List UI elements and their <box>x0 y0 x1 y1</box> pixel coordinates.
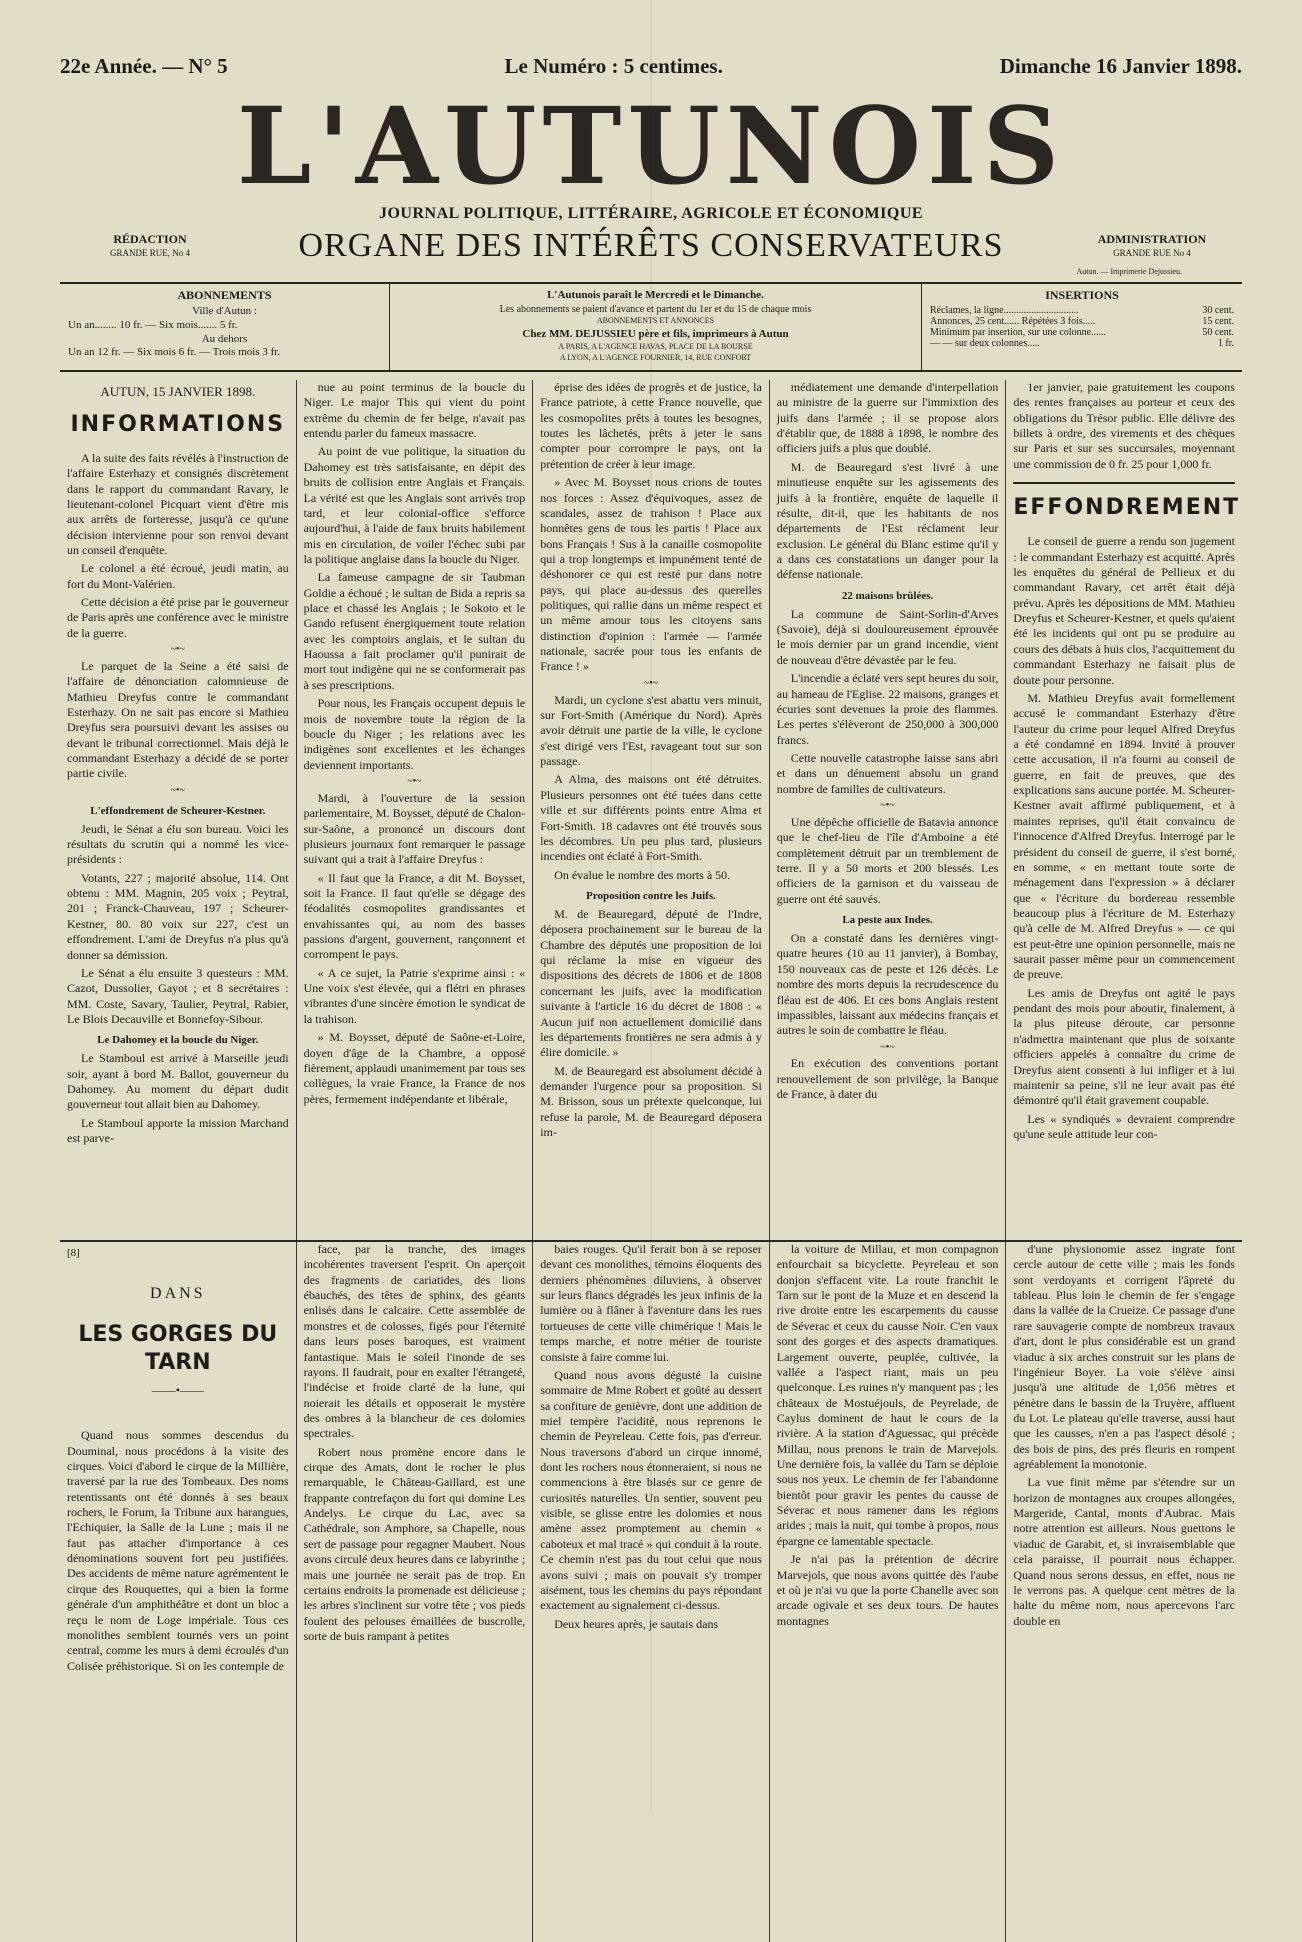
paragraph: médiatement une demande d'interpellation au ministre de la guerre sur l'immixtion des juifs dans l'armée ; il se propose alors d'établir que, de 1888 à 1898, le nombre des officiers juifs a plus que doublé. <box>776 380 999 456</box>
paragraph: Les amis de Dreyfus ont agité le pays pendant des mois pour aboutir, finalement, à la plus piteuse déroute, car personne n'admettra maintenant que plus de soixante officiers appelés à connaître du crime de Dreyfus aient consenti à lui infliger et à lui maintenir sa peine, s'il ne leur avait pas été démontré qu'il était gravement coupable. <box>1013 985 1235 1108</box>
page-mark: [8] <box>67 1247 80 1259</box>
insertion-price: 15 cent. <box>1202 316 1234 327</box>
paragraph: nue au point terminus de la boucle du Niger. Le major This qui vient du point extrême du chemin de fer belge, n'avait pas entendu parler du fameux massacre. <box>303 380 526 441</box>
paragraph: En exécution des conventions portant renouvellement de son privilège, la Banque de France, à dater du <box>776 1056 999 1102</box>
column-1 <box>60 380 297 1240</box>
subheading: La peste aux Indes. <box>842 914 933 927</box>
informations-heading: INFORMATIONS <box>70 411 286 437</box>
paragraph: La commune de Saint-Sorlin-d'Arves (Savoie), déjà si douloureusement éprouvée le mois dernier par un grand incendie, vient de nouveau d'être dévastée par le feu. <box>776 606 999 667</box>
paragraph: Mardi, à l'ouverture de la session parlementaire, M. Boysset, député de Chalon-sur-Saône, a prononcé un discours dont plusieurs journaux font remarquer le passage suivant qui a trait à l'affaire Dreyfus : <box>303 790 526 867</box>
paragraph: Le colonel a été écroué, jeudi matin, au fort du Mont-Valérien. <box>67 561 289 591</box>
paragraph: M. Mathieu Dreyfus avait formellement accusé le commandant Esterhazy d'être l'auteur du crime pour lequel Alfred Dreyfus a été condamné en 1894. Invité à prouver cette accusation, il n'a fourni au conseil de guerre, en fait de preuves, que des explications sans aucune portée. M. Scheurer-Kestner avait affirmé publiquement, et à maintes reprises, qu'il était convaincu de l'innocence d'Alfred Dreyfus. Interrogé par le président du conseil de guerre, il s'est borné, en somme, « en mettant toute sorte de ménagement dans l'expression » à déclarer que « l'écriture du bordereau ressemble beaucoup plus à l'écriture de M. Esterhazy qu'à celle de M. Alfred Dreyfus » — ce qui est peut-être une opinion personnelle, mais ne saurait passer même pour un commencement de preuve. <box>1013 690 1235 982</box>
price: Le Numéro : 5 centimes. <box>504 54 723 78</box>
paragraph: L'incendie a éclaté vers sept heures du soir, au hameau de l'Eglise. 22 maisons, granges et écuries sont devenues la proie des flammes. Les pertes s'élèveront de 250,000 à 300,000 francs. <box>776 671 999 747</box>
paragraph: Le conseil de guerre a rendu son jugement : le commandant Esterhazy est acquitté. Après les enquêtes du général de Pellieux et du commandant Ravary, cet arrêt était déjà prévu. Après les dépositions de MM. Mathieu Dreyfus et Scheurer-Kestner, et quels qu'aient été les incidents qui ont pu se produire au cours des débats à huis clos, l'acquittement du commandant Esterhazy ne faisait plus de doute pour personne. <box>1013 534 1235 687</box>
insertion-price: 1 fr. <box>1217 338 1234 349</box>
paragraph: Une dépêche officielle de Batavia annonce que le chef-lieu de l'île d'Amboine a été complètement détruit par un tremblement de terre. Il y a 50 morts et 200 blessés. Les officiers de la garnison et du vaisseau de guerre ont été sauvés. <box>776 814 999 906</box>
paragraph: M. de Beauregard s'est livré à une minutieuse enquête sur les agissements des juifs à la frontière, enquête de laquelle il résulte, dit-il, que les habitants de nos départements de l'Est réclament leur exclusion. Le général du Blanc estime qu'il y a dans ces constatations un danger pour la défense nationale. <box>776 459 999 582</box>
abonn-line: Ville d'Autun : <box>192 305 257 317</box>
paragraph: Mardi, un cyclone s'est abattu vers minuit, sur Fort-Smith (Amérique du Nord). Après avoir détruit une partie de la ville, le cyclone s'est dirigé vers l'Est, ravageant tout sur son passage. <box>540 692 762 769</box>
subheading: 22 maisons brûlées. <box>841 589 934 602</box>
insertion-label: Annonces, 25 cent...... Répétées 3 fois..... <box>930 316 1096 327</box>
column-5 <box>1006 380 1242 1240</box>
dateline: AUTUN, 15 JANVIER 1898. <box>100 384 256 399</box>
title-ornament: ——•—— <box>151 1382 204 1397</box>
center-info-line: Chez MM. DEJUSSIEU père et fils, imprimeurs à Autun <box>522 328 789 341</box>
divider <box>1013 482 1235 484</box>
paragraph: A Alma, des maisons ont été détruites. Plusieurs personnes ont été tuées dans cette ville et sur différents points entre Alma et Fort-Smith. 18 cadavres ont été trouvés sous les décombres. Un peu plus tard, plusieurs incendies ont éclaté à Fort-Smith. <box>540 772 762 864</box>
insertion-row <box>930 316 1234 327</box>
insertion-row <box>930 327 1234 338</box>
page-fold <box>650 0 652 1812</box>
masthead-subtitle: JOURNAL POLITIQUE, LITTÉRAIRE, AGRICOLE ET ÉCONOMIQUE <box>378 205 924 222</box>
lower-column-4 <box>770 1242 1007 1942</box>
separator-ornament: ~•~ <box>880 800 895 812</box>
abonn-line: Au dehors <box>201 332 248 345</box>
insertion-price: 50 cent. <box>1202 327 1234 338</box>
paragraph: Le Stamboul est arrivé à Marseille jeudi soir, ayant à bord M. Ballot, gouverneur du Dahomey. Au moment du départ dudit gouverneur tout allait bien au Dahomey. <box>67 1051 289 1112</box>
administration-box <box>1062 232 1242 259</box>
center-info-line: ABONNEMENTS ET ANNONCES <box>596 316 715 326</box>
paragraph: Pour nous, les Français occupent depuis le mois de novembre toute la région de la boucle du Niger ; les relations avec les indigènes sont excellentes et les échanges deviennent importants. <box>303 696 526 772</box>
insertion-price: 30 cent. <box>1202 305 1234 316</box>
column-4 <box>770 380 1007 1240</box>
paragraph: La vue finit même par s'étendre sur un horizon de montagnes aux croupes allongées, Margeride, Cantal, monts d'Aubrac. Mais notre attention est ailleurs. Nous guettons le viaduc de Garabit, et, si invraisemblable que cela paraisse, il pourrait nous échapper. Quand nous serons dessus, en effet, nous ne le verrons pas. A quelque cent mètres de la halte du même nom, nous apercevons l'arc double en <box>1013 1475 1235 1628</box>
feuilleton-title: LES GORGES DU TARN <box>78 1321 278 1375</box>
paragraph: On évalue le nombre des morts à 50. <box>554 867 731 882</box>
redaction-label: RÉDACTION <box>113 232 187 247</box>
paragraph: 1er janvier, paie gratuitement les coupons des rentes françaises au porteur et ceux des obligations du Trésor public. Elle délivre des billets à ordre, des virements et des chèques sur Paris et sur ses succursales, moyennant une commission de 0 fr. 25 pour 1,000 fr. <box>1013 380 1235 471</box>
insertions-table <box>930 305 1234 349</box>
paragraph: Les « syndiqués » devraient comprendre qu'une seule attitude leur con- <box>1013 1111 1235 1141</box>
center-info-line: L'Autunois paraît le Mercredi et le Dimanche. <box>547 289 764 301</box>
paragraph: » Avec M. Boysset nous crions de toutes nos forces : Assez d'équivoques, assez de scandales, assez de trahison ! Place aux honnêtes gens de tous les partis ! Place aux bons Français ! Sus à la canaille cosmopolite qui a trop longtemps et impunément tenté de déshonorer ce qui est resté pur dans notre pays, qui place au-dessus des querelles politiques, qui rallie dans un même respect et un même amour tous les citoyens sans distinction d'opinion : l'armée — l'armée nationale, sacrée pour tous les enfants de France ! » <box>540 475 762 674</box>
lower-column-1 <box>60 1242 297 1942</box>
paragraph: Cette décision a été prise par le gouverneur de Paris après une conférence avec le ministre de la guerre. <box>67 595 289 640</box>
center-info-line: A LYON, A L'AGENCE FOURNIER, 14, RUE CONFORT <box>559 352 752 362</box>
separator-ornament: ~•~ <box>170 644 185 656</box>
insertion-row <box>930 338 1234 349</box>
insertion-label: Réclames, la ligne.............................. <box>930 305 1079 316</box>
paragraph: Je n'ai pas la prétention de décrire Marvejols, que nous avons quittée dès l'aube et où je n'ai vu que la porte Chanelle avec son arcade ogivale et ses deux tours. De hautes montagnes <box>776 1552 999 1628</box>
admin-note: Autun. — Imprimerie Dejussieu. <box>1076 267 1182 276</box>
insertion-label: — — sur deux colonnes..... <box>930 338 1040 349</box>
paragraph: Le Sénat a élu ensuite 3 questeurs : MM. Cazot, Dussolier, Gayot ; et 8 secrétaires : MM. Coste, Savary, Taulier, Peytral, Rabier, Le Blois Decauville et Bonnefoy-Sibour. <box>67 965 289 1026</box>
paragraph: » M. Boysset, député de Saône-et-Loire, doyen d'âge de la Chambre, a opposé fièrement, applaudi unanimement par tous ses collègues, la vraie France, la France de nos pères, fermement indépendante et libérale, <box>303 1030 526 1106</box>
separator-ornament: ~•~ <box>643 677 659 689</box>
paragraph: « A ce sujet, la Patrie s'exprime ainsi : « Une voix s'est élevée, qui a flétri en phrases vibrantes d'une sincère émotion le syndicat de la trahison. <box>303 965 526 1026</box>
issue-date: Dimanche 16 Janvier 1898. <box>999 54 1242 78</box>
paragraph: Au point de vue politique, la situation du Dahomey est très satisfaisante, en dépit des bruits de collision entre Anglais et Français. La vérité est que les Anglais sont arrivés trop tard, et leur colonial-office s'efforce aujourd'hui, à l'aide de faux bruits habilement mis en circulation, de voiler l'échec subi par la politique anglaise dans la boucle du Niger. <box>303 444 526 566</box>
admin-address: GRANDE RUE No 4 <box>1113 247 1191 258</box>
paragraph: M. de Beauregard, député de l'Indre, déposera prochainement sur le bureau de la Chambre des députés une proposition de loi qui réclame la mise en vigueur des dispositions des décrets de 1806 et de 1808 concernant les juifs, avec la modification suivante à l'article 16 du décret de 1808 : « Aucun juif non actuellement domicilié dans les départements frontières ne sera admis à y élire domicile. » <box>540 907 762 1060</box>
insertion-row <box>930 305 1234 316</box>
subheading: Le Dahomey et la boucle du Niger. <box>97 1034 259 1047</box>
paragraph: Jeudi, le Sénat a élu son bureau. Voici les résultats du scrutin qui a nommé les vice-présidents : <box>67 821 289 867</box>
insertion-label: Minimum par insertion, sur une colonne...... <box>930 327 1107 338</box>
center-info-line: A PARIS, A L'AGENCE HAVAS, PLACE DE LA BOURSE <box>558 341 753 351</box>
masthead-title: L'AUTUNOIS <box>236 83 1066 208</box>
paragraph: Deux heures après, je sautais dans <box>554 1616 719 1631</box>
redaction-box <box>60 232 240 259</box>
paragraph: baies rouges. Qu'il ferait bon à se reposer devant ces monolithes, témoins éloquents des derniers phénomènes diluviens, à observer sur leurs flancs dégradés les jeux infinis de la lumière ou à flâner à l'aventure dans les rues tortueuses de cette ville chimérique ! Mais le temps marche, et notre métier de touriste consiste à faire comme lui. <box>540 1242 762 1364</box>
paragraph: On a constaté dans les dernières vingt-quatre heures (10 au 11 janvier), à Bombay, 150 nouveaux cas de peste et 126 décès. Le nombre des morts depuis la recrudescence du fléau est de 406. Et ces bons Anglais restent impassibles, laissant aux médecins français et autres le soin de combattre le fléau. <box>776 931 999 1038</box>
abonnements-title: ABONNEMENTS <box>177 288 272 302</box>
column-2 <box>297 380 534 1240</box>
effondrement-heading: EFFONDREMENT <box>1013 495 1241 521</box>
insertions-box <box>922 284 1242 370</box>
year-issue: 22e Année. — N° 5 <box>60 54 228 78</box>
paragraph: d'une physionomie assez ingrate font cercle autour de cette ville ; mais les fonds sont verdoyants et corrigent l'âpreté du tableau. Plus loin le chemin de fer s'engage dans la vallée de la Crueize. Ce passage d'une rare sauvagerie compte de nombreux travaux d'art, dont le plus considérable est un grand viaduc à six arches construit sur les plans de l'ingénieur Boyer. La voie s'élève ainsi jusqu'à une altitude de 1,056 mètres et pénètre dans le bassin de la Truyère, affluent du Lot. Le plateau qu'elle traverse, aussi haut que les causses, n'en a pas l'aspect désolé ; des bois de pins, des prés fleuris en rompent agréablement la monotonie. <box>1013 1242 1235 1472</box>
abonn-line: Un an 12 fr. — Six mois 6 fr. — Trois mois 3 fr. <box>68 346 281 359</box>
paragraph: Cette nouvelle catastrophe laisse sans abri et dans un dénuement absolu un grand nombre de familles de cultivateurs. <box>776 750 999 796</box>
separator-ornament: ~•~ <box>407 775 422 787</box>
redaction-address: GRANDE RUE, No 4 <box>110 247 190 258</box>
subheading: L'effondrement de Scheurer-Kestner. <box>90 804 266 817</box>
organ-title: ORGANE DES INTÉRÊTS CONSERVATEURS <box>298 227 1004 264</box>
separator-ornament: ~•~ <box>880 1041 895 1053</box>
abonnements-box <box>60 284 390 370</box>
center-info-line: Les abonnements se paient d'avance et partent du 1er et du 15 de chaque mois <box>499 303 812 315</box>
paragraph: Le parquet de la Seine a été saisi de l'affaire de dénonciation calomnieuse de Mathieu Dreyfus contre le commandant Esterhazy. On ne sait pas encore si Mathieu Dreyfus sera poursuivi devant les assises ou devant le tribunal correctionnel. Mais déjà le commandant Esterhazy a décidé de se porter partie civile. <box>67 658 289 781</box>
insertions-title: INSERTIONS <box>1045 288 1119 302</box>
center-info-box <box>390 284 922 370</box>
paragraph: Quand nous sommes descendus du Douminal, nous procédons à la visite des cirques. Voici d'abord le cirque de la Millière, traversé par la rue des Tombeaux. Des noms retentissants ont été donnés à ses beaux rochers, le Forum, la Tribune aux harangues, l'Echiquier, la Salle de la Lune ; mais il ne faut pas attacher d'importance à ces dénominations souvent fort peu justifiées. Des accidents de même nature agrémentent le cirque des Rouquettes, qui a bien la forme générale d'un amphithéâtre et dont un bloc a reçu le nom de Loge impériale. Tous ces monolithes semblent tournés vers un point central, comme les murs à demi écroulés d'un Colisée préhistorique. Si on les contemple de <box>67 1428 289 1673</box>
separator-ornament: ~•~ <box>170 784 185 796</box>
paragraph: face, par la tranche, des images incohérentes traversent l'esprit. On aperçoit des fragments de cariatides, des lions ébauchés, des têtes de sphinx, des géants enlisés dans le calcaire. Cette assemblée de monstres et de colosses, figés pour l'éternité dans leurs poses baroques, est vraiment fantastique. Mais le soleil l'inonde de ses rayons. Il faudrait, pour en exalter l'étrangeté, l'indécise et froide clarté de la lune, qui noierait les détails et opposerait le mystère des ombres à la blancheur de ces dolomies spectrales. <box>303 1242 526 1441</box>
paragraph: Robert nous promène encore dans le cirque des Amats, dont le rocher le plus remarquable, le Château-Gaillard, est une frappante contrefaçon du fort qui domine Les Andelys. Le cirque du Lac, avec sa Cathédrale, son Amphore, sa Chapelle, nous sert de passage pour regagner Maubert. Nous avons circulé deux heures dans ce labyrinthe ; mais une journée ne serait pas de trop. En certains endroits la promenade est délicieuse ; les arbres s'inclinent sur votre tête ; vos pieds foulent des pelouses émaillées de buscrolle, sorte de buis rampant à petites <box>303 1444 526 1643</box>
admin-label: ADMINISTRATION <box>1097 232 1207 247</box>
paragraph: éprise des idées de progrès et de justice, la France patriote, à cette France nouvelle, que les cosmopolites prêts à toutes les besognes, toutes les lâchetés, prêts à jeter le sans compter pour corrompre le pays, ont la prétention de créer à leur image. <box>540 380 762 471</box>
subheading: Proposition contre les Juifs. <box>586 889 716 902</box>
feuilleton-dans: DANS <box>150 1285 206 1303</box>
paragraph: Votants, 227 ; majorité absolue, 114. Ont obtenu : MM. Magnin, 205 voix ; Peytral, 201 ; Franck-Chauveau, 197 ; Scheurer-Kestner, 80. 80 voix sur 227, c'est un effondrement. L'ami de Dreyfus n'a plus qu'à donner sa démission. <box>67 870 289 962</box>
paragraph: la voiture de Millau, et mon compagnon enfourchait sa bicyclette. Peyreleau et son donjon s'effacent vite. La route franchit le Tarn sur le pont de la Muze et en descend la rive droite entre les escarpements du causse de Séverac et ceux du causse Noir. C'en vaux sont des gorges et des aspects dramatiques. Largement ouverte, peuplée, cultivée, la vallée a l'aspect riant, mais un peu quelconque. Les ruines n'y manquent pas ; les châteaux de Mostuéjouls, de Peyrelade, de Caylus dominent de haut le cours de la rivière. A la station d'Aguessac, qui précède Millau, nous prenons le train de Marvejols. Une dernière fois, la vallée du Tarn se déploie sous nos yeux. Le chemin de fer l'abandonne bientôt pour gravir les pentes du causse de Séverac et nous ramener dans les régions arides ; mais la nuit, qui tombe à propos, nous épargne ce lamentable spectacle. <box>776 1242 999 1548</box>
lower-column-2 <box>297 1242 534 1942</box>
paragraph: Quand nous avons dégusté la cuisine sommaire de Mme Robert et goûté au dessert sa confiture de genièvre, dont une addition de miel tempère l'acidité, nous reprenons le chemin de Peyreleau. Cette fois, pas d'erreur. Nous traversons d'abord un cirque innomé, dont les rochers nous étonneraient, si nous ne commencions à être blasés sur ce genre de curiosités naturelles. Un sentier, souvent peu visible, se glisse entre les dolomies et nous amène assez promptement au chemin « caboteux et mal tracé » qui conduit à la route. Ce chemin n'est pas du tout celui que nous avons suivi ; mais on pouvait s'y tromper aisément, tous les chemins du pays répondant exactement au signalement ci-dessus. <box>540 1367 762 1613</box>
abonn-line: Un an........ 10 fr. — Six mois....... 5 fr. <box>68 318 238 331</box>
paragraph: A la suite des faits révélés à l'instruction de l'affaire Esterhazy et consignés discrètement dans le rapport du commandant Ravary, le lieutenant-colonel Picquart vient d'être mis aux arrêts de forteresse, jusqu'à ce qu'une décision intervienne pour son renvoi devant un conseil d'enquête. <box>67 450 289 557</box>
paragraph: « Il faut que la France, a dit M. Boysset, soit la France. Il faut qu'elle se dégage des féodalités cosmopolites grandissantes et envahissantes qui, au nom des basses passions d'argent, gouvernent, rançonnent et corrompent le pays. <box>303 870 526 962</box>
paragraph: M. de Beauregard est absolument décidé à demander l'urgence pour sa proposition. Si M. Brisson, sous un prétexte quelconque, lui refuse la parole, M. de Beauregard déposera im- <box>540 1063 762 1140</box>
paragraph: La fameuse campagne de sir Taubman Goldie a échoué ; le sultan de Bida a repris sa place et chassé les Anglais ; le Sokoto et le Gando refusent énergiquement toute relation avec les comptoirs anglais, et le sultan du Haoussa a fait proclamer qu'il punirait de mort tout indigène qui ne se conformerait pas à ses prescriptions. <box>303 570 526 692</box>
lower-column-5 <box>1006 1242 1242 1942</box>
paragraph: Le Stamboul apporte la mission Marchand est parve- <box>67 1115 289 1146</box>
